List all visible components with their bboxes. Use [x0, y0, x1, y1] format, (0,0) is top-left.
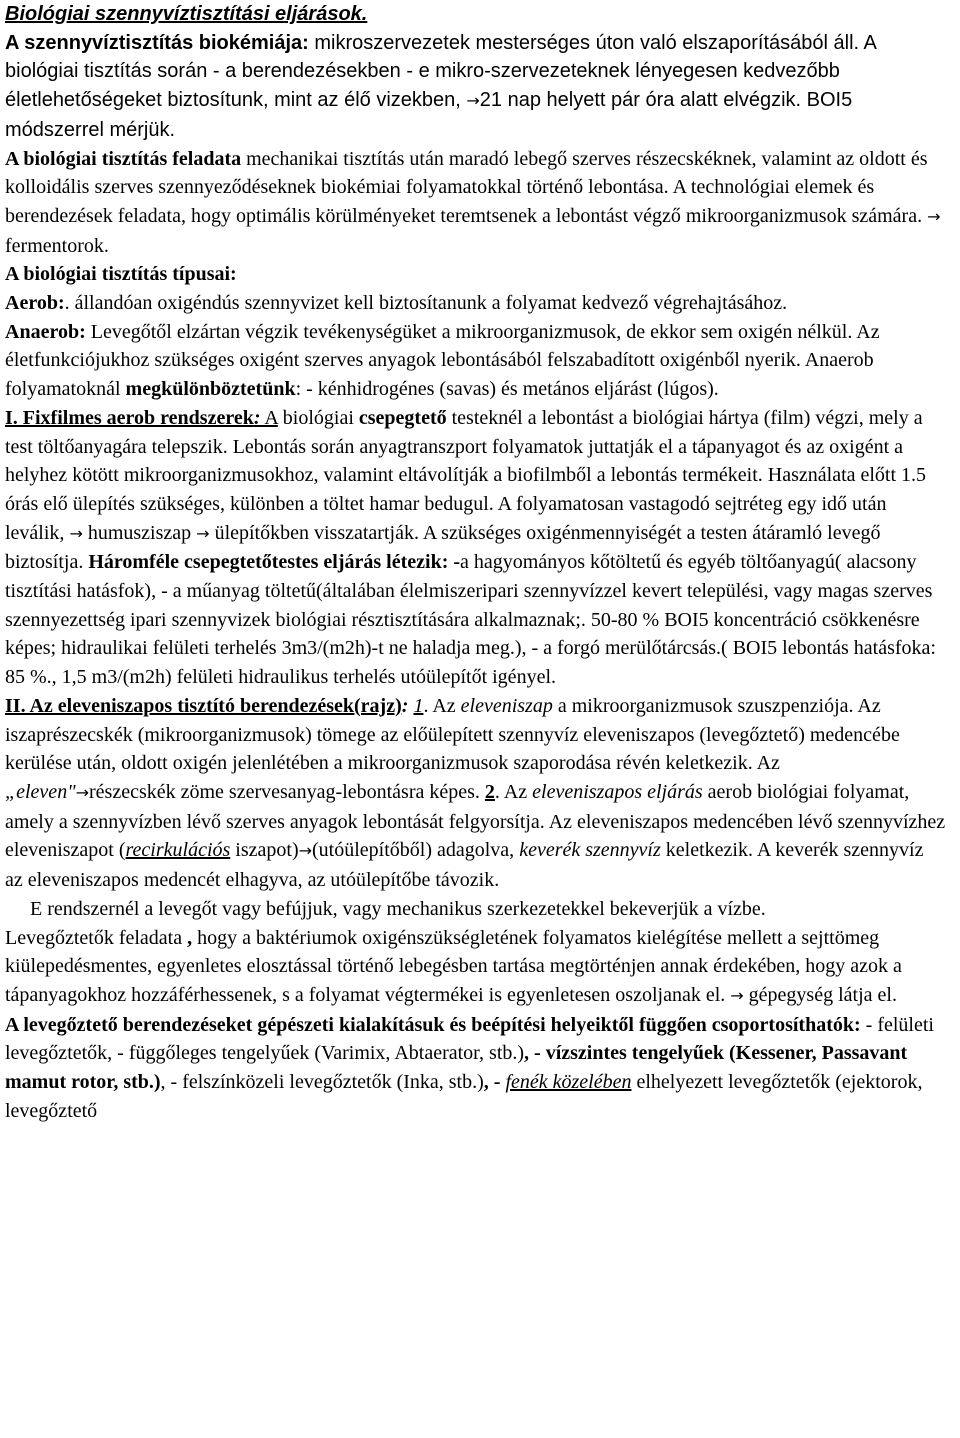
grouping-text-4: , - — [483, 1071, 506, 1094]
section1-heading: I. Fixfilmes aerob rendszerek — [5, 406, 254, 429]
section1-paragraph — [5, 404, 946, 692]
anaerob-paragraph — [5, 318, 946, 404]
anaerob-bold: megkülönböztetünk — [125, 378, 296, 401]
aerob-lead: Aerob: — [5, 292, 65, 315]
anaerob-text: Levegőtől elzártan végzik tevékenységüket a mikroorganizmusok, de ekkor sem oxigén nélkül. Az életfunkciójukhoz szükséges oxigént szerves anyagok lebontásából felszabadított oxigénből nyerik. Anaerob folyamatoknál — [5, 320, 880, 401]
types-heading-text: A biológiai tisztítás típusai: — [5, 263, 237, 286]
arrow-icon: → — [466, 91, 480, 111]
aerators-text-3: gépegység látja el. — [743, 983, 897, 1006]
section2-italic-2: „eleven" — [5, 780, 76, 803]
section2-text-4: . Az — [494, 780, 533, 803]
section2-text-7: (utóülepítőből) adagolva, — [312, 839, 520, 862]
task-lead: A biológiai tisztítás feladata — [5, 147, 242, 170]
aerob-text: . állandóan oxigéndús szennyvizet kell biztosítanunk a folyamat kedvező végrehajtásához. — [64, 292, 788, 315]
section2-text-6: iszapot) — [230, 839, 299, 862]
anaerob-lead: Anaerob: — [5, 320, 86, 343]
grouping-paragraph — [5, 1011, 946, 1126]
arrow-icon: → — [196, 523, 210, 543]
section2-text: . Az — [423, 694, 461, 717]
intro-text: mikroszervezetek mesterséges úton való elszaporításából áll. A biológiai tisztítás során - a berendezésekben - e mikro-szervezeteknek lényegesen kedvezőbb életlehetőségeket biztosítunk, mint az élő vizekben, — [5, 31, 876, 112]
grouping-italic: fenék közelében — [505, 1071, 632, 1094]
section2-italic-4: recirkulációs — [125, 839, 231, 862]
task-text: mechanikai tisztítás után maradó lebegő szerves részecskéknek, valamint az oldott és kolloidális szerves szennyeződéseknek biokémiai folyamatokkal történő lebontása. A technológiai elemek és berendezések feladata, hogy optimális körülményeket teremtsenek a lebontást végző mikroorganizmusok számára. — [5, 147, 928, 227]
section2-text-8: keletkezik. A keverék szennyvíz az eleveniszapos medencét elhagyva, az utóülepítőbe távozik. — [5, 839, 924, 892]
section1-colon: : — [253, 406, 261, 429]
grouping-bold: A levegőztető berendezéseket gépészeti kialakításuk és beépítési helyeiktől függően csoportosíthatók: — [5, 1013, 861, 1036]
section1-text-5: a hagyományos kőtöltetű és egyéb töltőanyagú( alacsony tisztítási hatásfok), - a műanyag töltetű(általában élelmiszeripari szennyvízzel kevert települési, vagy magas szerves szennyezettség ipari szennyvizek biológiai résztisztítására alkalmaznak;. 50-80 % BOI5 koncentráció csökkenésre képes; hidraulikai felületi terhelés 3m3/(m2h)-t ne haladja meg.), - a forgó merülőtárcsás.( BOI5 lebontás hatásfoka: 85 %., 1,5 m3/(m2h) felületi hidraulikus terhelés utóülepítőt igényel. — [5, 551, 936, 689]
aerob-paragraph — [5, 289, 946, 318]
section1-text-2: testeknél a lebontást a biológiai hártya (film) végzi, mely a test töltőanyagára telepszik. Lebontás során anyagtranszport folyamatok juttatják el a tápanyagot és az oxigént a helyhez kötött mikroorganizmusokhoz, valamint eltávolítják a biofilmből a lebontás termékeit. Használata előtt 1.5 órás elő ülepítés szükséges, különben a töltet hamar bedugul. A folyamatosan vastagodó sejtréteg egy idő után leválik, — [5, 406, 927, 544]
grouping-text-2: , - vízszintes tengelyűek (Kessener, Passavant mamut rotor, stb.) — [5, 1042, 908, 1094]
section2-italic-5: keverék szennyvíz — [519, 839, 661, 862]
grouping-text-5: elhelyezett levegőztetők (ejektorok, levegőztető — [5, 1071, 923, 1122]
aerators-paragraph — [5, 924, 946, 1011]
section2-text-2: a mikroorganizmusok szuszpenziója. Az iszaprészecskék (mikroorganizmusok) tömege az előülepített szennyvíz eleveniszapos (levegőztető) medencébe kerülése után, oldott oxigén jelenlétében a mikroorganizmusok szaporodása révén keletkezik. Az — [5, 694, 900, 775]
types-heading — [5, 260, 946, 289]
anaerob-text-2: : - kénhidrogénes (savas) és metános eljárást (lúgos). — [295, 378, 719, 401]
section1-bold-2: Háromféle csepegtetőtestes eljárás létezik: - — [88, 551, 461, 574]
arrow-icon: → — [69, 523, 83, 543]
section2-paragraph — [5, 692, 946, 895]
section1-bold-1: csepegtető — [358, 406, 447, 429]
grouping-text: - felületi levegőztetők, - függőleges tengelyűek (Varimix, Abtaerator, stb.) — [5, 1013, 934, 1065]
arrow-icon: → — [927, 206, 941, 226]
section2-text-5: aerob biológiai folyamat, amely a szennyvízben lévő szerves anyagok lebontását felgyorsítja. Az eleveniszapos medencében lévő szennyvízhez eleveniszapot ( — [5, 780, 946, 862]
aerators-text: Levegőztetők feladata — [5, 926, 183, 949]
document-title: Biológiai szennyvíztisztítási eljárások. — [5, 3, 368, 25]
arrow-icon: → — [298, 841, 313, 861]
section2-num-1: 1 — [413, 694, 424, 717]
section2-num-2: 2 — [484, 780, 495, 803]
intro-text-2: 21 nap helyett pár óra alatt elvégzik. BOI5 módszerrel mérjük. — [5, 89, 853, 141]
section2-text-3: részecskék zöme szervesanyag-lebontásra képes. — [89, 780, 485, 803]
aerators-comma: , — [182, 926, 198, 949]
section1-text-4: ülepítőkben visszatartják. A szükséges oxigénmennyiségét a testen átáramló levegő biztosítja. — [5, 521, 881, 574]
task-paragraph — [5, 145, 946, 261]
arrow-icon: → — [75, 782, 89, 802]
task-text-2: fermentorok. — [5, 234, 109, 257]
section1-a: A — [260, 406, 278, 429]
grouping-text-3: , - felszínközeli levegőztetők (Inka, stb.) — [160, 1071, 484, 1094]
section2-italic-3: eleveniszapos eljárás — [532, 780, 703, 803]
arrow-icon: → — [730, 985, 744, 1005]
section2-colon: : — [401, 694, 414, 717]
intro-paragraph — [5, 0, 946, 145]
section1-text: biológiai — [277, 406, 359, 429]
blow-paragraph: E rendszernél a levegőt vagy befújjuk, vagy mechanikus szerkezetekkel bekeverjük a vízbe. — [30, 897, 766, 920]
aerators-text-2: hogy a baktériumok oxigénszükségletének folyamatos kielégítése mellett a sejttömeg kiülepedésmentes, egyenletes elosztással történő lebegésben tartása megtörténjen annak érdekében, hogy azok a tápanyagokhoz hozzáférhessenek, s a folyamat végtermékei is egyenletesen oszoljanak el. — [5, 926, 902, 1006]
section1-text-3: humusziszap — [82, 521, 197, 544]
section2-italic-1: eleveniszap — [460, 694, 553, 717]
intro-lead: A szennyvíztisztítás biokémiája: — [5, 31, 309, 54]
section2-heading: II. Az eleveniszapos tisztító berendezések(rajz) — [5, 694, 402, 717]
